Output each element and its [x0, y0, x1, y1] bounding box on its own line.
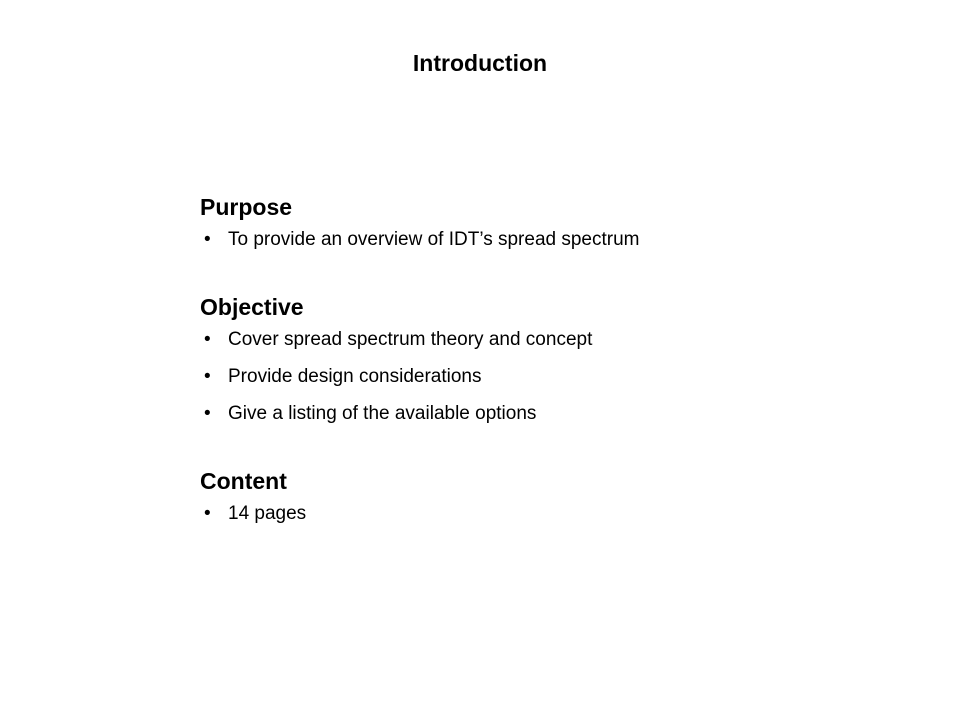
bullet-item: • To provide an overview of IDT’s spread spectrum — [200, 229, 640, 266]
bullet-item: • 14 pages — [200, 503, 306, 540]
section-objective — [200, 294, 592, 440]
bullet-item: • Cover spread spectrum theory and concept — [200, 329, 592, 366]
section-heading: Objective — [200, 294, 304, 320]
section-heading: Purpose — [200, 194, 293, 220]
section-content — [200, 468, 306, 540]
page-title: Introduction — [412, 50, 548, 76]
bullet-item: • Give a listing of the available options — [200, 403, 592, 440]
section-heading: Content — [200, 468, 287, 494]
bullet-item: • Provide design considerations — [200, 366, 592, 403]
section-purpose — [200, 194, 640, 266]
